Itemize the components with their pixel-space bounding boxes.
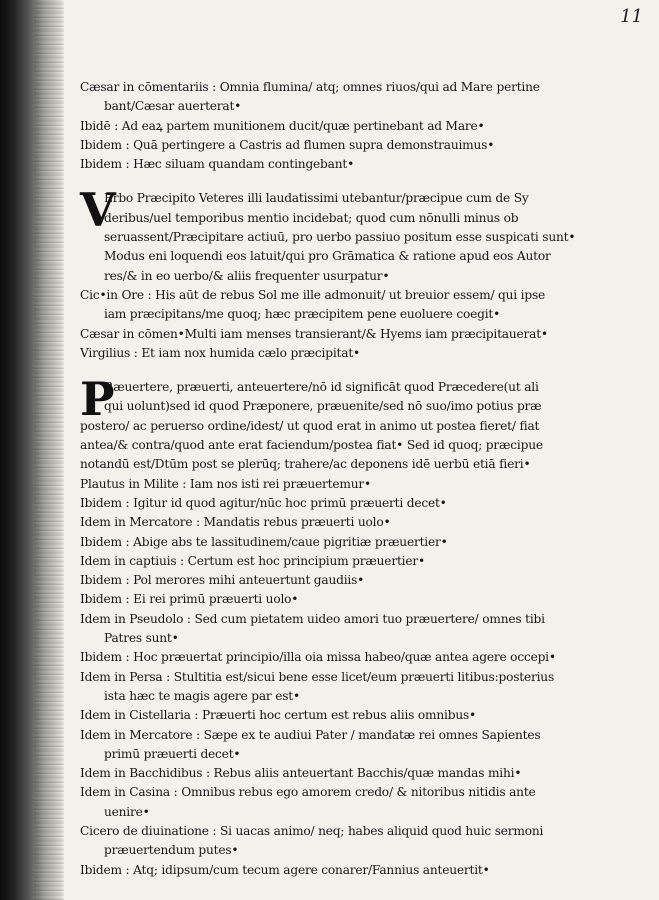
- drop-cap-letter: P: [80, 372, 115, 427]
- text-line: res/& in eo uerbo/& aliis frequenter usurpatur•: [104, 268, 390, 283]
- text-line: Ibidem : Ei rei primū præuerti uolo•: [80, 592, 299, 607]
- text-line: uenire•: [104, 804, 150, 819]
- text-line: iam præcipitans/me quoq; hæc præcipitem pene euoluere coegit•: [104, 307, 501, 322]
- drop-cap-letter: V: [80, 183, 116, 238]
- text-line: Ræuertere, præuerti, anteuertere/nō id significāt quod Præcedere(ut ali: [104, 380, 539, 395]
- citation-list: [80, 475, 648, 880]
- paragraph-praeuertere: [80, 372, 648, 880]
- text-line: Ibidem : Atq; idipsum/cum tecum agere conarer/Fannius anteuertit•: [80, 862, 490, 877]
- text-line: Modus eni loquendi eos latuit/qui pro Grāmatica & ratione apud eos Autor: [104, 249, 551, 264]
- text-line: Idem in captiuis : Certum est hoc principium præuertier•: [80, 553, 425, 568]
- text-line: Ibidem : Abige abs te lassitudinem/caue pigritiæ præuertier•: [80, 534, 448, 549]
- text-line: bant/Cæsar auerterat•: [104, 99, 242, 114]
- paragraph-gap: [80, 363, 648, 378]
- text-line: Idem in Casina : Omnibus rebus ego amorem credo/ & nitoribus nitidis ante: [80, 785, 536, 800]
- dropcap-block: [80, 183, 648, 285]
- text-line: Erbo Præcipito Veteres illi laudatissimi utebantur/præcipue cum de Sy: [104, 191, 529, 206]
- text-line: Ibidem : Quā pertingere a Castris ad flumen supra demonstrauimus•: [80, 137, 495, 152]
- dropcap-block: [80, 372, 648, 474]
- text-line: notandū est/Dtūm post se plerūq; trahere/ac deponens idē uerbū etiā fieri•: [80, 457, 531, 472]
- gutter-shadow: [34, 0, 64, 900]
- paragraph-praecipito: [80, 183, 648, 363]
- text-line: qui uolunt)sed id quod Præponere, præuenite/sed nō suo/imo potius præ: [104, 399, 542, 414]
- text-line: postero/ ac peruerso ordine/idest/ ut quod erat in animo ut postea fieret/ fiat: [80, 418, 540, 433]
- text-line: Idem in Bacchidibus : Rebus aliis anteuertant Bacchis/quæ mandas mihi•: [80, 766, 522, 781]
- text-line: Cic•in Ore : His aūt de rebus Sol me ille admonuit/ ut breuior essem/ qui ipse: [80, 287, 546, 302]
- text-line: Ibidē : Ad eaꝝ partem munitionem ducit/quæ pertinebant ad Mare•: [80, 118, 485, 133]
- text-line: ista hæc te magis agere par est•: [104, 688, 300, 703]
- page-text: [80, 78, 648, 880]
- paragraph-commentarii: [80, 78, 648, 174]
- text-line: Ibidem : Igitur id quod agitur/nūc hoc primū præuerti decet•: [80, 495, 447, 510]
- text-line: antea/& contra/quod ante erat faciendum/postea fiat• Sed id quoq; præcipue: [80, 438, 543, 453]
- text-line: Cæsar in cōmentariis : Omnia flumina/ atq; omnes riuos/qui ad Mare pertine: [80, 80, 540, 94]
- text-line: Ibidem : Pol merores mihi anteuertunt gaudiis•: [80, 573, 365, 588]
- text-line: Idem in Pseudolo : Sed cum pietatem uideo amori tuo præuertere/ omnes tibi: [80, 611, 545, 626]
- text-line: Patres sunt•: [104, 631, 179, 646]
- text-line: Idem in Mercatore : Sæpe ex te audiui Pater / mandatæ rei omnes Sapientes: [80, 727, 541, 742]
- text-line: seruassent/Præcipitare actiuū, pro uerbo passiuo positum esse suspicati sunt•: [104, 230, 576, 245]
- text-line: deribus/uel temporibus mentio incidebat; quod cum nōnulli minus ob: [104, 210, 519, 225]
- text-line: præuertendum putes•: [104, 843, 239, 858]
- page-number: 11: [620, 6, 643, 27]
- text-line: Ibidem : Hoc præuertat principio/illa oia missa habeo/quæ antea agere occepi•: [80, 650, 556, 665]
- text-line: Ibidem : Hæc siluam quandam contingebant•: [80, 157, 355, 172]
- text-line: Idem in Mercatore : Mandatis rebus præuerti uolo•: [80, 515, 391, 530]
- text-line: Virgilius : Et iam nox humida cælo præcipitat•: [80, 345, 361, 360]
- text-line: Idem in Persa : Stultitia est/sicui bene esse licet/eum præuerti litibus:posterius: [80, 669, 555, 684]
- text-line: Cæsar in cōmen•Multi iam menses transierant/& Hyems iam præcipitauerat•: [80, 326, 548, 341]
- text-line: Cicero de diuinatione : Si uacas animo/ neq; habes aliquid quod huic sermoni: [80, 823, 544, 838]
- text-line: primū præuerti decet•: [104, 746, 241, 761]
- text-line: Plautus in Milite : Iam nos isti rei præuertemur•: [80, 476, 372, 491]
- text-line: Idem in Cistellaria : Præuerti hoc certum est rebus aliis omnibus•: [80, 708, 477, 723]
- citation-list: [80, 286, 648, 363]
- paragraph-gap: [80, 174, 648, 189]
